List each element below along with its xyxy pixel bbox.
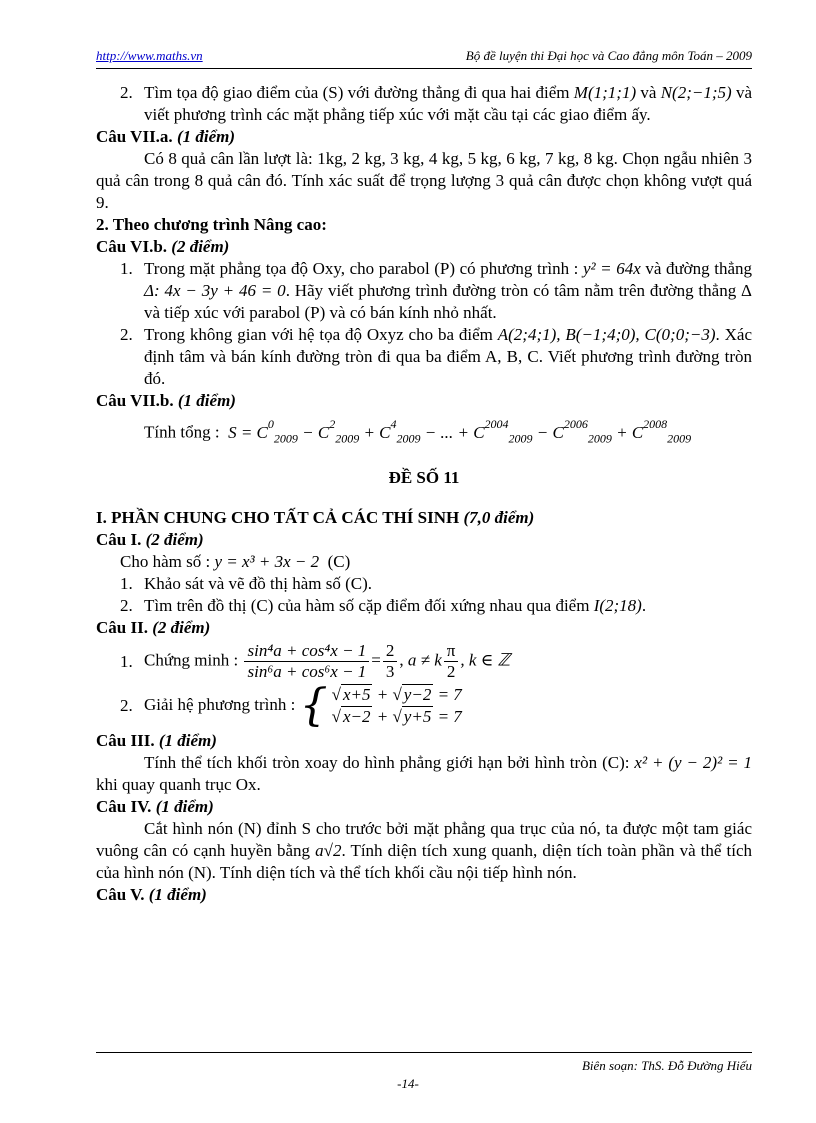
question-heading: Câu IV. (1 điểm) bbox=[96, 797, 214, 817]
question-heading: Câu I. (2 điểm) bbox=[96, 530, 204, 550]
list-item: 1. Khảo sát và vẽ đồ thị hàm số (C). bbox=[120, 574, 373, 594]
question-heading: Câu VI.b. (2 điểm) bbox=[96, 237, 230, 256]
page-content bbox=[96, 82, 752, 906]
question-text: Cắt hình nón (N) đỉnh S cho trước bởi mặt phẳng qua trục của nó, ta được một tam giác vuông cân có cạnh huyền bằng a√2. Tính diện tích xung quanh, diện tích toàn phần và thể tích của hình nón (N). Tính diện tích và thể tích khối cầu nội tiếp hình nón. bbox=[96, 819, 752, 883]
list-item: 2. Tìm trên đồ thị (C) của hàm số cặp điểm đối xứng nhau qua điểm I(2;18). bbox=[120, 596, 647, 616]
sum-formula: Tính tổng : $S = C^0_{2009} - C^2_{2009} + C^4_{2009}$ − ... + $C^{2004}_{2009} - C^{2006}_{2009} + C^{2008}_{2009}$ bbox=[144, 417, 692, 446]
question-text: Cho hàm số : y = x³ + 3x − 2 (C) bbox=[120, 552, 351, 572]
list-item: 2. Trong không gian với hệ tọa độ Oxyz cho ba điểm A(2;4;1), B(−1;4;0), C(0;0;−3). Xác định tâm và bán kính đường tròn đi qua ba điểm A, B, C. Viết phương trình đường tròn đó. bbox=[120, 325, 752, 388]
question-text: Có 8 quả cân lần lượt là: 1kg, 2 kg, 3 kg, 4 kg, 5 kg, 6 kg, 7 kg, 8 kg. Chọn ngẫu nhiên 3 quả cân trong 8 quả cân đó. Tính xác suất để trọng lượng 3 quả cân được chọn không vượt quá 9. bbox=[96, 149, 752, 212]
exam-title: ĐỀ SỐ 11 bbox=[388, 468, 460, 488]
question-heading: Câu III. (1 điểm) bbox=[96, 731, 217, 751]
list-item: 1. Trong mặt phẳng tọa độ Oxy, cho parabol (P) có phương trình : y² = 64x và đường thẳng Δ: 4x − 3y + 46 = 0. Hãy viết phương trình đường tròn có tâm nằm trên đường thẳng Δ và tiếp xúc với parabol (P) và có bán kính nhỏ nhất. bbox=[120, 259, 752, 322]
question-heading: Câu V. (1 điểm) bbox=[96, 885, 207, 905]
part-heading: I. PHẦN CHUNG CHO TẤT CẢ CÁC THÍ SINH (7,0 điểm) bbox=[96, 508, 535, 528]
page-header bbox=[96, 46, 752, 69]
footer-divider bbox=[96, 1052, 752, 1053]
list-item: 2. Giải hệ phương trình : { √ x+5 + √ y−2 = 7 √ x−2 + √ y+5 = 7 bbox=[120, 680, 462, 732]
header-title: Bộ đề luyện thi Đại học và Cao đẳng môn Toán – 2009 bbox=[465, 48, 752, 63]
footer-author: Biên soạn: ThS. Đỗ Đường Hiếu bbox=[581, 1058, 752, 1073]
list-item: 1. Chứng minh : $\frac{\text{sin⁴a + cos⁴x − 1}}{\text{sin⁶a + cos⁶x − 1}}$ = $\frac{2}{3}$ , a ≠ k $\frac{\pi}{2}$ , k ∈ ℤ bbox=[120, 641, 511, 682]
question-heading: Câu II. (2 điểm) bbox=[96, 618, 211, 638]
question-heading: Câu VII.a. (1 điểm) bbox=[96, 127, 236, 146]
site-link[interactable]: http://www.maths.vn bbox=[96, 48, 203, 63]
list-item: 2. Tìm tọa độ giao điểm của (S) với đường thẳng đi qua hai điểm M(1;1;1) và N(2;−1;5) và viết phương trình các mặt phẳng tiếp xúc với mặt cầu tại các giao điểm ấy. bbox=[120, 83, 753, 124]
question-text: Tính thể tích khối tròn xoay do hình phẳng giới hạn bởi hình tròn (C): x² + (y − 2)² = 1 khi quay quanh trục Ox. bbox=[96, 753, 752, 795]
page-number: -14- bbox=[397, 1076, 419, 1091]
equation-system: { √ x+5 + √ y−2 = 7 √ x−2 + √ y+5 = 7 bbox=[299, 680, 462, 732]
section-heading: 2. Theo chương trình Nâng cao: bbox=[96, 215, 327, 234]
question-heading: Câu VII.b. (1 điểm) bbox=[96, 391, 236, 410]
